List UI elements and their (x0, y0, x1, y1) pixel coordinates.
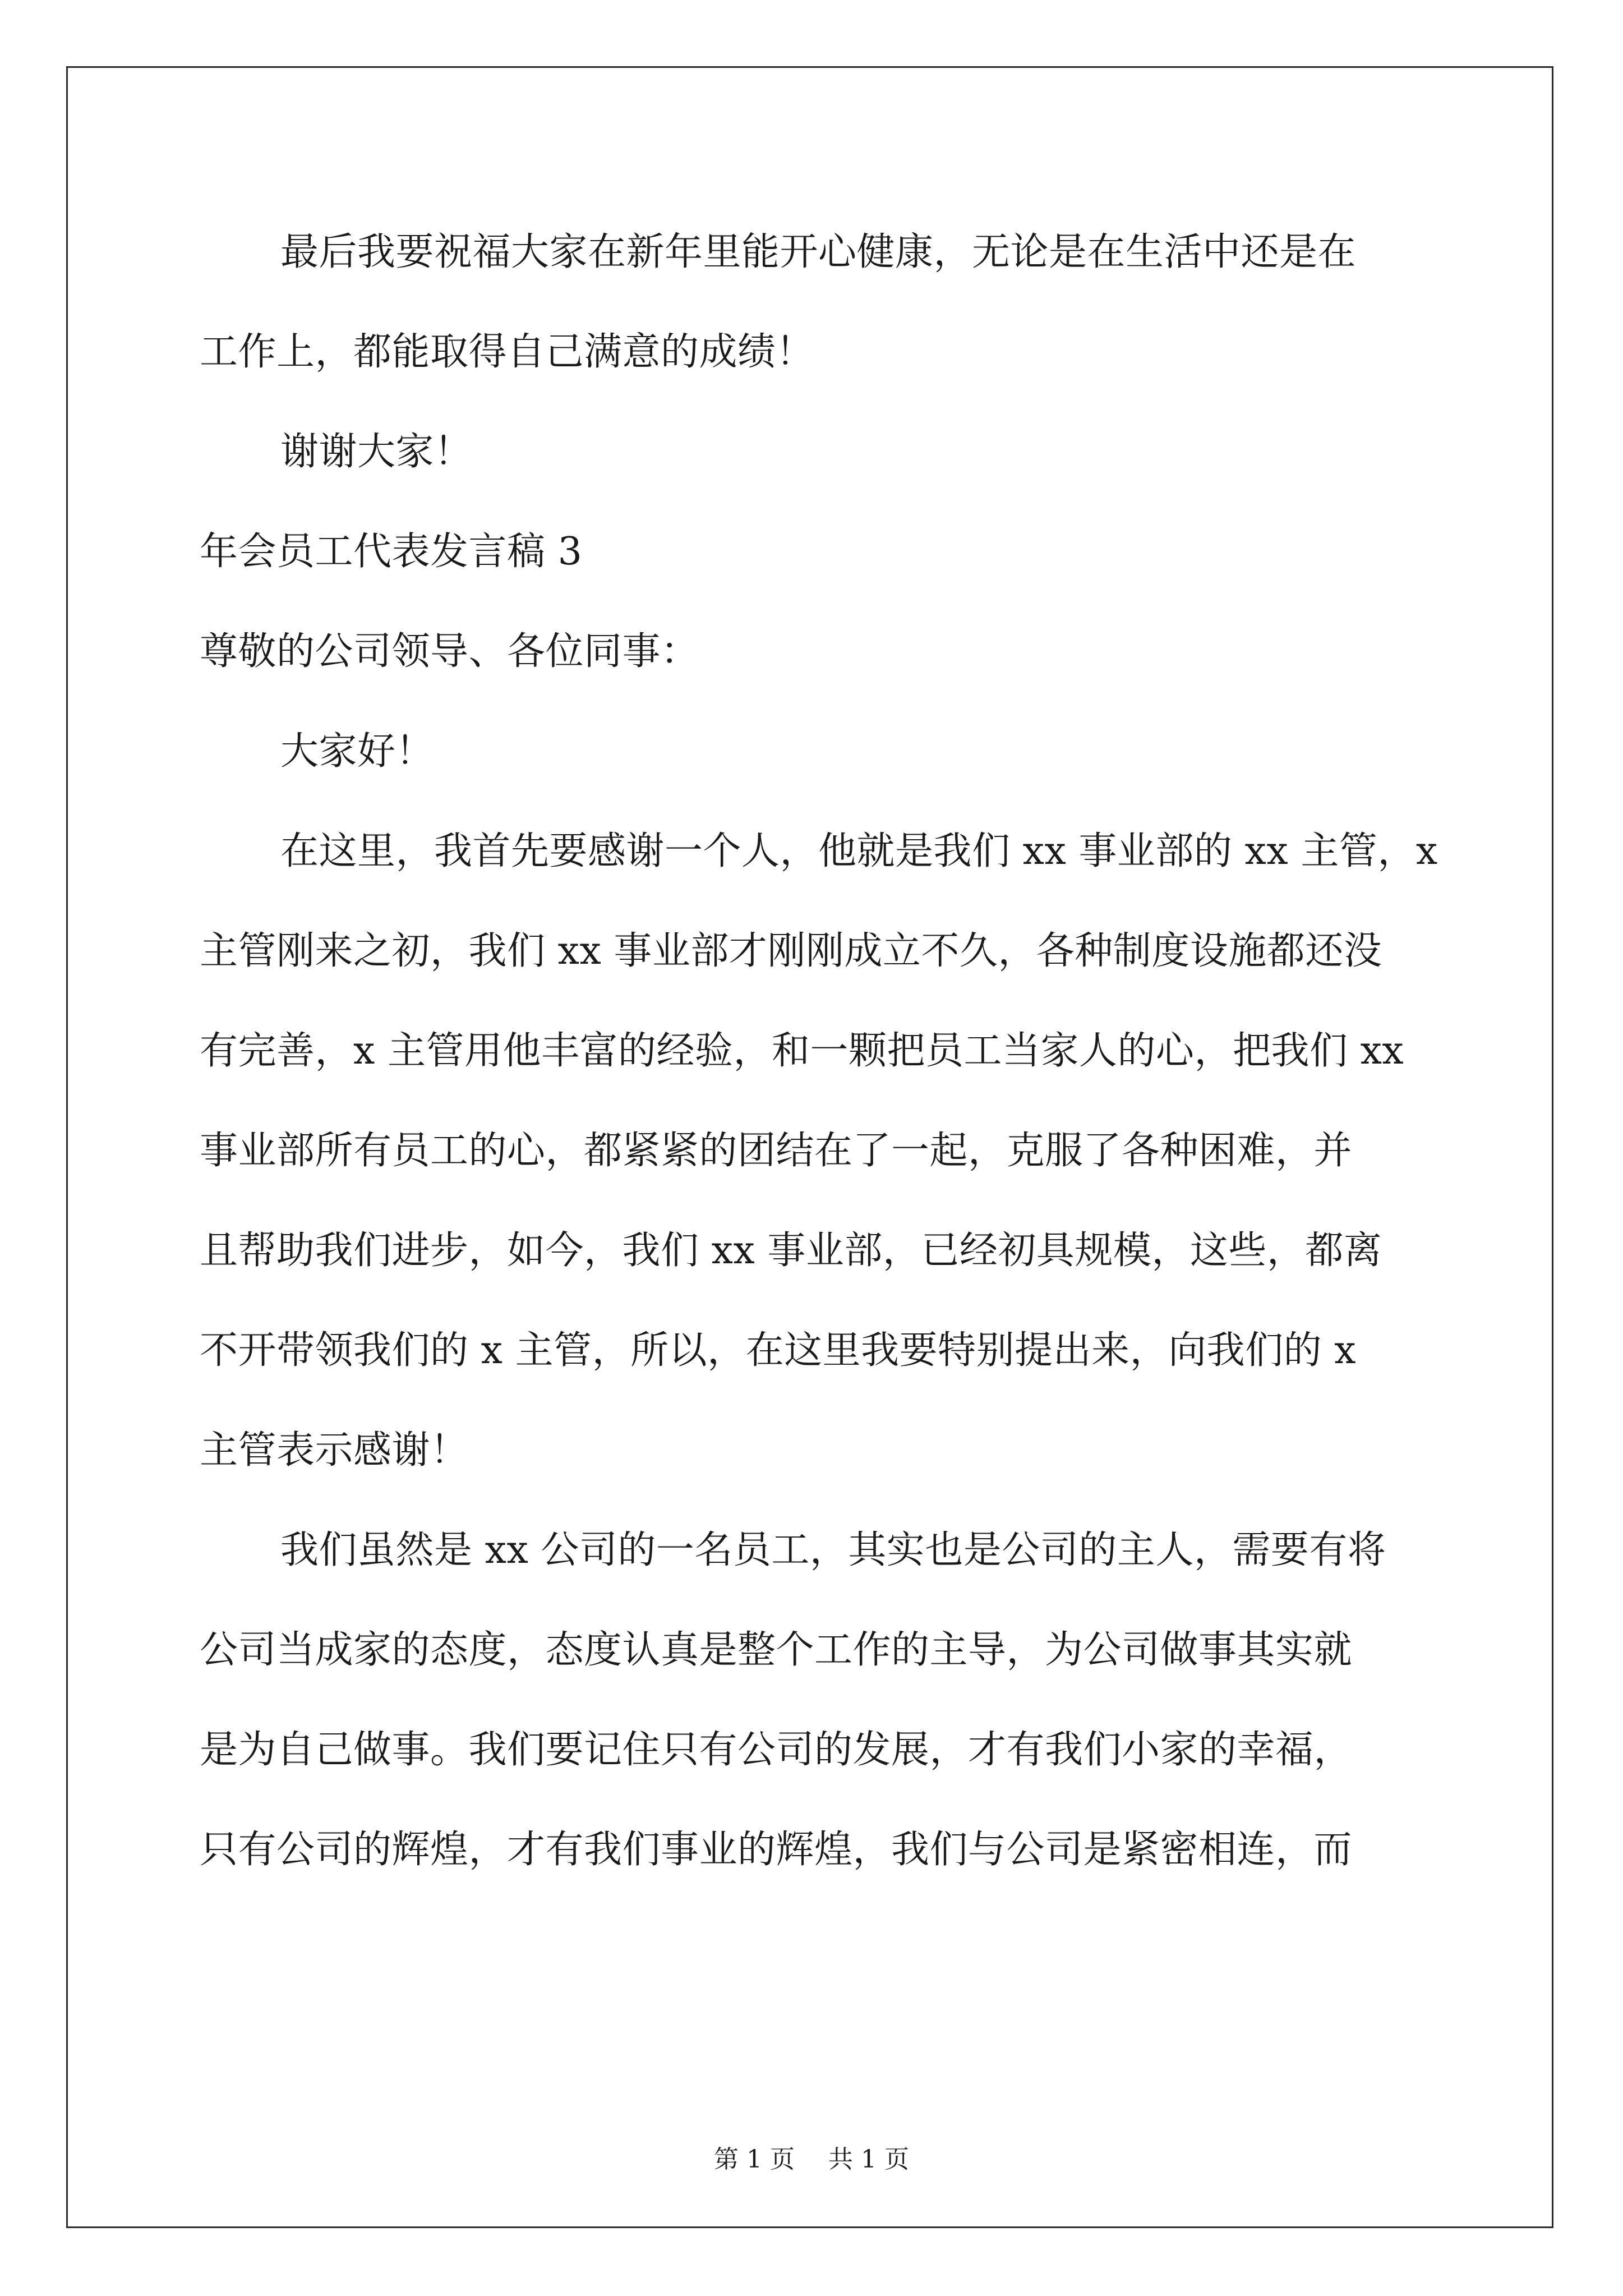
text-line: 最后我要祝福大家在新年里能开心健康，无论是在生活中还是在 (280, 230, 1357, 274)
page-footer (0, 2143, 1623, 2177)
text-line: 只有公司的辉煌，才有我们事业的辉煌，我们与公司是紧密相连，而 (200, 1828, 1353, 1872)
text-line: 有完善，x 主管用他丰富的经验，和一颗把员工当家人的心，把我们 xx (200, 1029, 1404, 1073)
greeting: 大家好！ (280, 729, 435, 774)
text-line: 在这里，我首先要感谢一个人，他就是我们 xx 事业部的 xx 主管，x (280, 829, 1438, 873)
page-number-total: 共 1 页 (828, 2145, 909, 2174)
text-line: 不开带领我们的 x 主管，所以，在这里我要特别提出来，向我们的 x (200, 1328, 1357, 1373)
salutation: 尊敬的公司领导、各位同事： (200, 629, 699, 674)
text-line: 谢谢大家！ (280, 430, 473, 474)
section-heading: 年会员工代表发言稿 3 (200, 530, 583, 574)
text-line: 事业部所有员工的心，都紧紧的团结在了一起，克服了各种困难，并 (200, 1129, 1353, 1173)
text-line: 工作上，都能取得自己满意的成绩！ (200, 330, 815, 374)
text-line: 公司当成家的态度，态度认真是整个工作的主导，为公司做事其实就 (200, 1628, 1353, 1672)
text-line: 主管表示感谢！ (200, 1428, 469, 1473)
text-line: 主管刚来之初，我们 xx 事业部才刚刚成立不久，各种制度设施都还没 (200, 929, 1382, 973)
text-line: 是为自己做事。我们要记住只有公司的发展，才有我们小家的幸福， (200, 1728, 1353, 1772)
text-line: 我们虽然是 xx 公司的一名员工，其实也是公司的主人，需要有将 (280, 1528, 1386, 1572)
page-number-current: 第 1 页 (714, 2145, 795, 2174)
text-line: 且帮助我们进步，如今，我们 xx 事业部，已经初具规模，这些，都离 (200, 1228, 1382, 1273)
